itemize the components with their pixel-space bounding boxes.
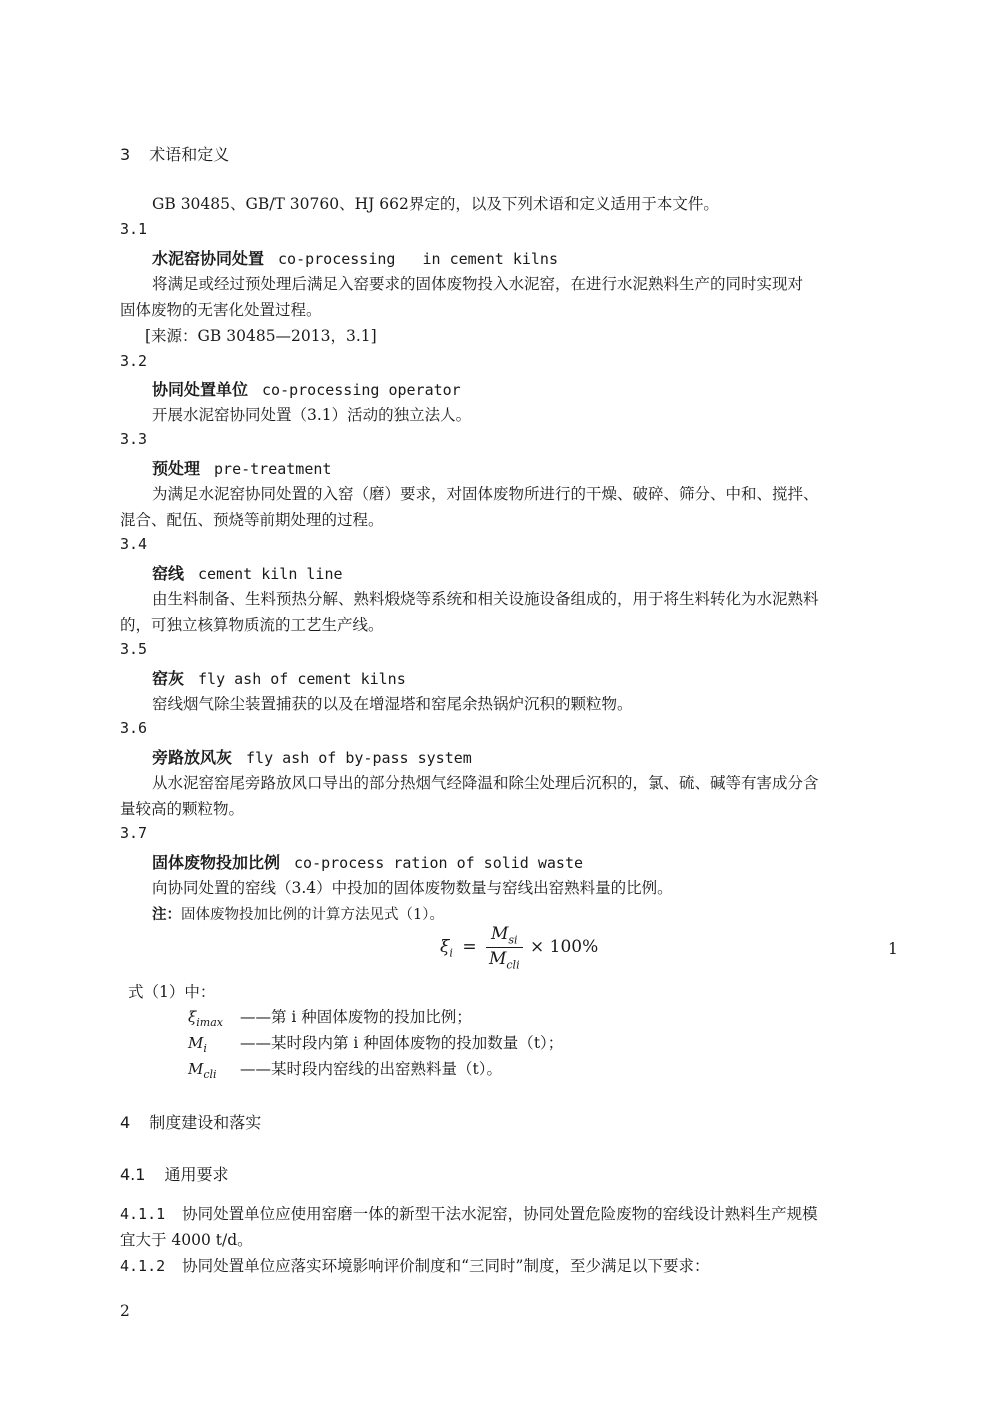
term-number: 3.1 xyxy=(120,220,148,238)
note-label: 注： xyxy=(152,907,181,923)
clause-text-cont: 宜大于 4000 t/d。 xyxy=(120,1231,253,1249)
variable-row xyxy=(188,1005,472,1029)
term-number: 3.2 xyxy=(120,352,148,370)
term-number: 3.4 xyxy=(120,535,148,553)
term-zh: 窑线 xyxy=(152,564,185,583)
variable-description: ——某时段内窑线的出窑熟料量（t）。 xyxy=(240,1060,502,1078)
term-entry xyxy=(152,456,331,479)
denominator-symbol: M xyxy=(488,949,507,970)
term-en: co-processing operator xyxy=(262,381,461,399)
denominator-sub: cli xyxy=(506,958,520,972)
term-number: 3.7 xyxy=(120,824,148,842)
term-entry xyxy=(152,666,406,689)
term-entry xyxy=(152,561,343,584)
term-en: cement kiln line xyxy=(198,565,343,583)
term-zh: 固体废物投加比例 xyxy=(152,853,281,872)
clause-4-1-2 xyxy=(120,1254,709,1276)
variable-description: ——第 i 种固体废物的投加比例； xyxy=(240,1008,472,1026)
clause-text: 协同处置单位应落实环境影响评价制度和“三同时”制度，至少满足以下要求： xyxy=(182,1257,710,1275)
term-number: 3.6 xyxy=(120,719,148,737)
term-number: 3.3 xyxy=(120,430,148,448)
variable-symbol-sub: cli xyxy=(203,1068,217,1081)
numerator-symbol: M xyxy=(490,924,509,944)
section-number: 4 xyxy=(120,1113,131,1132)
variable-symbol xyxy=(188,1034,240,1055)
term-entry xyxy=(152,850,583,873)
term-zh: 水泥窑协同处置 xyxy=(152,249,265,268)
formula-tail: × 100% xyxy=(530,937,599,958)
term-en: fly ash of by-pass system xyxy=(246,749,472,767)
term-entry xyxy=(152,377,461,400)
subsection-number: 4.1 xyxy=(120,1165,146,1184)
variable-symbol-main: M xyxy=(188,1034,204,1052)
note-text: 固体废物投加比例的计算方法见式（1）。 xyxy=(181,907,444,923)
formula-number: 1 xyxy=(888,940,898,958)
term-entry xyxy=(152,246,558,269)
term-zh: 协同处置单位 xyxy=(152,380,249,399)
section-4-heading xyxy=(120,1110,261,1133)
formula xyxy=(440,924,598,972)
term-definition-cont: 的，可独立核算物质流的工艺生产线。 xyxy=(120,616,384,634)
formula-denominator xyxy=(486,948,523,971)
section-title: 术语和定义 xyxy=(149,145,230,164)
variable-symbol-sub: imax xyxy=(196,1016,223,1029)
section-title: 制度建设和落实 xyxy=(149,1113,262,1132)
formula-lhs-sub: i xyxy=(449,946,453,960)
clause-number: 4.1.2 xyxy=(120,1257,166,1275)
formula-equals: = xyxy=(462,937,477,958)
term-zh: 窑灰 xyxy=(152,669,185,688)
term-definition: 开展水泥窑协同处置（3.1）活动的独立法人。 xyxy=(152,406,472,424)
clause-number: 4.1.1 xyxy=(120,1205,166,1223)
variable-symbol xyxy=(188,1008,240,1029)
term-definition: 由生料制备、生料预热分解、熟料煅烧等系统和相关设施设备组成的，用于将生料转化为水泥熟料 xyxy=(152,590,819,608)
term-definition-cont: 量较高的颗粒物。 xyxy=(120,800,245,818)
term-definition-cont: 固体废物的无害化处置过程。 xyxy=(120,301,322,319)
term-definition: 将满足或经过预处理后满足入窑要求的固体废物投入水泥窑，在进行水泥熟料生产的同时实现对 xyxy=(152,275,804,293)
variable-symbol-sub: i xyxy=(203,1042,207,1055)
variable-row xyxy=(188,1031,563,1055)
section-3-heading xyxy=(120,142,229,165)
variable-row xyxy=(188,1057,502,1081)
term-number: 3.5 xyxy=(120,640,148,658)
formula-numerator xyxy=(486,924,523,948)
formula-where-label: 式（1）中： xyxy=(128,983,216,1001)
note xyxy=(152,903,444,924)
section-number: 3 xyxy=(120,145,131,164)
term-en: pre-treatment xyxy=(214,460,332,478)
term-en: co-process ration of solid waste xyxy=(294,854,583,872)
term-source: [来源：GB 30485—2013，3.1] xyxy=(145,327,377,345)
variable-description: ——某时段内第 i 种固体废物的投加数量（t）； xyxy=(240,1034,564,1052)
term-definition: 从水泥窑窑尾旁路放风口导出的部分热烟气经降温和除尘处理后沉积的，氯、硫、碱等有害成分含 xyxy=(152,774,819,792)
formula-lhs xyxy=(440,937,453,960)
term-en: co-processing in cement kilns xyxy=(278,250,558,268)
term-en: fly ash of cement kilns xyxy=(198,670,406,688)
formula-lhs-symbol: ξ xyxy=(440,937,450,958)
subsection-heading xyxy=(120,1162,229,1185)
term-definition-cont: 混合、配伍、预烧等前期处理的过程。 xyxy=(120,511,384,529)
term-definition: 窑线烟气除尘装置捕获的以及在增湿塔和窑尾余热锅炉沉积的颗粒物。 xyxy=(152,695,633,713)
term-definition: 向协同处置的窑线（3.4）中投加的固体废物数量与窑线出窑熟料量的比例。 xyxy=(152,879,673,897)
variable-symbol-main: ξ xyxy=(188,1008,197,1026)
clause-4-1-1 xyxy=(120,1202,818,1224)
variable-symbol xyxy=(188,1060,240,1081)
page-number: 2 xyxy=(120,1302,130,1320)
term-zh: 旁路放风灰 xyxy=(152,748,233,767)
numerator-sub: si xyxy=(508,933,518,947)
formula-fraction xyxy=(486,924,523,972)
section-3-intro: GB 30485、GB/T 30760、HJ 662界定的，以及下列术语和定义适用于本文件。 xyxy=(152,195,719,213)
subsection-title: 通用要求 xyxy=(164,1165,229,1184)
term-definition: 为满足水泥窑协同处置的入窑（磨）要求，对固体废物所进行的干燥、破碎、筛分、中和、搅拌、 xyxy=(152,485,819,503)
clause-text: 协同处置单位应使用窑磨一体的新型干法水泥窑，协同处置危险废物的窑线设计熟料生产规模 xyxy=(182,1205,818,1223)
variable-symbol-main: M xyxy=(188,1060,204,1078)
term-entry xyxy=(152,745,472,768)
term-zh: 预处理 xyxy=(152,459,201,478)
